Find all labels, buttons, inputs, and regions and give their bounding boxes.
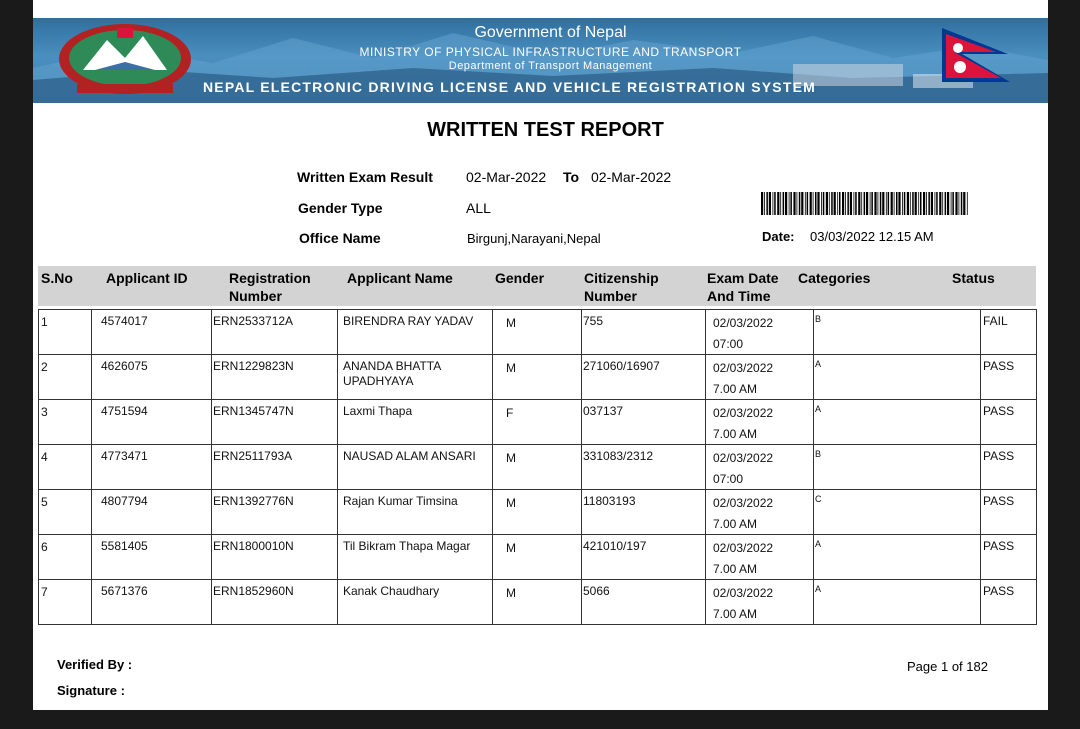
cell-citizenship-number-text: 271060/16907 (583, 359, 660, 373)
cell-applicant-id (92, 445, 212, 490)
cell-status (981, 355, 1037, 400)
date-label: Date: (762, 229, 795, 244)
cell-citizenship-number (582, 310, 706, 355)
cell-category (814, 310, 981, 355)
cell-exam-date-time (706, 400, 814, 445)
cell-citizenship-number (582, 535, 706, 580)
cell-registration-number-text: ERN1345747N (213, 404, 294, 418)
cell-applicant-name-text: Rajan Kumar Timsina (343, 494, 458, 508)
cell-status-text: PASS (983, 449, 1015, 463)
cell-exam-time: 07:00 (713, 472, 744, 486)
cell-applicant-id (92, 400, 212, 445)
cell-status (981, 400, 1037, 445)
signature-label: Signature : (57, 683, 125, 698)
cell-status (981, 535, 1037, 580)
cell-sno-text: 2 (41, 360, 48, 374)
cell-applicant-id (92, 355, 212, 400)
cell-applicant-id (92, 490, 212, 535)
cell-sno (39, 445, 92, 490)
cell-gender-text: F (506, 406, 514, 420)
cell-registration-number (212, 535, 338, 580)
cell-registration-number-text: ERN1800010N (213, 539, 294, 553)
cell-sno-text: 1 (41, 315, 48, 329)
cell-exam-time: 7.00 AM (713, 517, 758, 531)
cell-citizenship-number (582, 580, 706, 625)
cell-citizenship-number-text: 755 (583, 314, 604, 328)
results-table (38, 309, 1037, 625)
cell-registration-number-text: ERN2533712A (213, 314, 294, 328)
cell-exam-date-time (706, 310, 814, 355)
cell-exam-date: 02/03/2022 (713, 361, 774, 375)
cell-category-text: A (815, 584, 822, 594)
cell-exam-date-time (706, 355, 814, 400)
cell-category-text: A (815, 404, 822, 414)
cell-registration-number (212, 490, 338, 535)
cell-category-text: A (815, 539, 822, 549)
table-row (39, 310, 1037, 355)
cell-gender-text: M (506, 496, 516, 510)
cell-sno (39, 535, 92, 580)
date-from-value: 02-Mar-2022 (466, 169, 547, 185)
header-line-department: Department of Transport Management (448, 60, 653, 72)
cell-applicant-id (92, 580, 212, 625)
col-citizenship-number: Citizenship Number (584, 270, 659, 304)
cell-exam-date: 02/03/2022 (713, 406, 774, 420)
cell-applicant-id-text: 4751594 (101, 404, 148, 418)
table-row (39, 445, 1037, 490)
cell-exam-date: 02/03/2022 (713, 316, 774, 330)
date-value: 03/03/2022 12.15 AM (810, 229, 934, 244)
col-applicant-name: Applicant Name (347, 270, 453, 286)
cell-citizenship-number-text: 11803193 (583, 494, 636, 508)
verified-by-label: Verified By : (57, 657, 133, 672)
cell-status (981, 580, 1037, 625)
cell-applicant-name (338, 535, 493, 580)
cell-gender (493, 535, 582, 580)
barcode-icon (761, 192, 969, 215)
cell-applicant-name-text: NAUSAD ALAM ANSARI (343, 449, 476, 463)
cell-gender (493, 400, 582, 445)
cell-applicant-name (338, 355, 493, 400)
cell-exam-time: 7.00 AM (713, 382, 758, 396)
cell-registration-number (212, 400, 338, 445)
cell-registration-number (212, 310, 338, 355)
header-line-system: NEPAL ELECTRONIC DRIVING LICENSE AND VEHICLE REGISTRATION SYSTEM (203, 79, 816, 95)
date-to-value: 02-Mar-2022 (591, 169, 672, 185)
cell-exam-time: 7.00 AM (713, 562, 758, 576)
cell-exam-date: 02/03/2022 (713, 451, 774, 465)
cell-exam-date-time (706, 445, 814, 490)
cell-sno-text: 4 (41, 450, 48, 464)
table-row (39, 400, 1037, 445)
cell-applicant-id-text: 4773471 (101, 449, 148, 463)
cell-sno-text: 5 (41, 495, 48, 509)
header-line-ministry: MINISTRY OF PHYSICAL INFRASTRUCTURE AND TRANSPORT (359, 45, 742, 59)
cell-applicant-id-text: 5671376 (101, 584, 148, 598)
header-line-government: Government of Nepal (474, 24, 627, 41)
cell-category (814, 355, 981, 400)
nepal-flag-icon (938, 26, 1018, 84)
cell-category (814, 445, 981, 490)
cell-category-text: C (815, 494, 822, 504)
cell-category (814, 400, 981, 445)
cell-category-text: B (815, 449, 822, 459)
cell-registration-number-text: ERN1229823N (213, 359, 294, 373)
cell-gender (493, 580, 582, 625)
cell-gender (493, 490, 582, 535)
cell-gender (493, 445, 582, 490)
cell-category-text: A (815, 359, 822, 369)
cell-applicant-id (92, 310, 212, 355)
cell-gender (493, 310, 582, 355)
cell-exam-time: 7.00 AM (713, 427, 758, 441)
cell-registration-number (212, 580, 338, 625)
cell-status (981, 310, 1037, 355)
cell-exam-date-time (706, 580, 814, 625)
cell-registration-number-text: ERN1852960N (213, 584, 294, 598)
cell-citizenship-number-text: 421010/197 (583, 539, 647, 553)
page-info: Page 1 of 182 (907, 659, 988, 674)
cell-sno (39, 355, 92, 400)
cell-applicant-name (338, 580, 493, 625)
cell-exam-date-time (706, 490, 814, 535)
cell-sno (39, 490, 92, 535)
cell-sno (39, 580, 92, 625)
cell-applicant-id (92, 535, 212, 580)
table-row (39, 490, 1037, 535)
cell-status-text: PASS (983, 359, 1015, 373)
col-exam-time: Exam Date And Time (707, 270, 779, 304)
cell-category (814, 580, 981, 625)
header-banner (33, 18, 1048, 103)
to-label: To (563, 169, 580, 185)
cell-category (814, 490, 981, 535)
table-row (39, 355, 1037, 400)
cell-exam-date-time (706, 535, 814, 580)
cell-category-text: B (815, 314, 822, 324)
cell-applicant-name (338, 490, 493, 535)
cell-applicant-name-text: BIRENDRA RAY YADAV (343, 314, 474, 328)
cell-applicant-name (338, 445, 493, 490)
cell-status-text: PASS (983, 584, 1015, 598)
cell-status-text: PASS (983, 494, 1015, 508)
cell-gender-text: M (506, 361, 516, 375)
cell-citizenship-number (582, 355, 706, 400)
cell-applicant-name-text: Kanak Chaudhary (343, 584, 440, 598)
cell-applicant-name (338, 310, 493, 355)
cell-citizenship-number (582, 490, 706, 535)
cell-gender-text: M (506, 316, 516, 330)
cell-sno (39, 310, 92, 355)
cell-registration-number (212, 445, 338, 490)
gender-type-label: Gender Type (298, 200, 383, 216)
cell-citizenship-number (582, 400, 706, 445)
cell-status (981, 490, 1037, 535)
cell-applicant-id-text: 5581405 (101, 539, 148, 553)
cell-applicant-name-text: Til Bikram Thapa Magar (343, 539, 471, 553)
cell-status-text: PASS (983, 404, 1015, 418)
cell-registration-number-text: ERN2511793A (213, 449, 293, 463)
col-registration-number: Registration Number (229, 270, 311, 304)
cell-applicant-id-text: 4626075 (101, 359, 148, 373)
cell-applicant-id-text: 4574017 (101, 314, 148, 328)
cell-exam-date: 02/03/2022 (713, 496, 774, 510)
cell-status-text: FAIL (983, 314, 1008, 328)
col-gender: Gender (495, 270, 545, 286)
col-applicant-id: Applicant ID (106, 270, 188, 286)
table-header (38, 266, 1036, 306)
exam-result-label: Written Exam Result (297, 169, 433, 185)
cell-gender-text: M (506, 541, 516, 555)
cell-status (981, 445, 1037, 490)
table-row (39, 580, 1037, 625)
cell-sno (39, 400, 92, 445)
cell-citizenship-number-text: 5066 (583, 584, 610, 598)
col-sno: S.No (41, 270, 73, 286)
cell-gender-text: M (506, 451, 516, 465)
office-name-label: Office Name (299, 230, 381, 246)
cell-exam-date: 02/03/2022 (713, 586, 774, 600)
table-row (39, 535, 1037, 580)
col-categories: Categories (798, 270, 871, 286)
cell-category (814, 535, 981, 580)
cell-gender (493, 355, 582, 400)
cell-applicant-name (338, 400, 493, 445)
cell-citizenship-number-text: 037137 (583, 404, 624, 418)
cell-exam-time: 7.00 AM (713, 607, 758, 621)
cell-sno-text: 6 (41, 540, 48, 554)
cell-applicant-name-text: ANANDA BHATTA UPADHYAYA (343, 359, 441, 388)
cell-gender-text: M (506, 586, 516, 600)
report-page (33, 0, 1048, 710)
cell-applicant-id-text: 4807794 (101, 494, 148, 508)
cell-exam-time: 07:00 (713, 337, 744, 351)
cell-sno-text: 3 (41, 405, 48, 419)
cell-status-text: PASS (983, 539, 1015, 553)
cell-registration-number (212, 355, 338, 400)
gender-type-value: ALL (466, 200, 491, 216)
col-status: Status (952, 270, 995, 286)
cell-exam-date: 02/03/2022 (713, 541, 774, 555)
cell-applicant-name-text: Laxmi Thapa (343, 404, 413, 418)
cell-citizenship-number (582, 445, 706, 490)
cell-registration-number-text: ERN1392776N (213, 494, 294, 508)
report-title: WRITTEN TEST REPORT (427, 119, 664, 141)
office-name-value: Birgunj,Narayani,Nepal (467, 231, 601, 246)
cell-citizenship-number-text: 331083/2312 (583, 449, 654, 463)
cell-sno-text: 7 (41, 585, 48, 599)
